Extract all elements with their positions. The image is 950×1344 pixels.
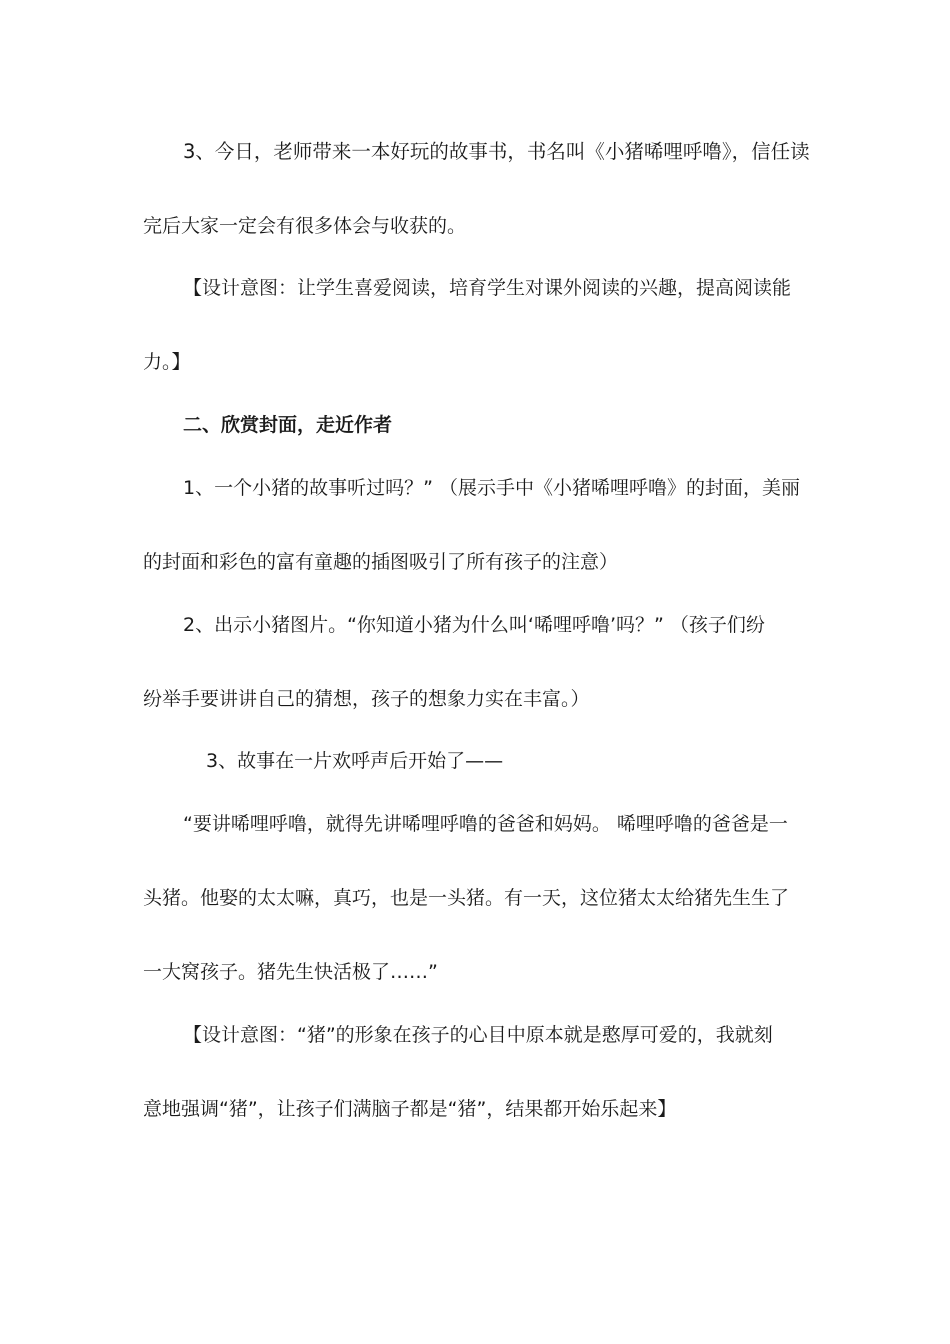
design-intent-line-2: 力。】 (143, 351, 191, 373)
paragraph-line-4: 的封面和彩色的富有童趣的插图吸引了所有孩子的注意） (143, 551, 619, 573)
story-quote-line-2: 头猪。他娶的太太嘛，真巧，也是一头猪。有一天，这位猪太太给猪先生生了 (143, 887, 790, 909)
design-intent-line-4: 意地强调“猪”，让孩子们满脑子都是“猪”，结果都开始乐起来】 (143, 1098, 677, 1120)
paragraph-line-7: 3、故事在一片欢呼声后开始了—— (206, 750, 504, 772)
paragraph-line-5: 2、出示小猪图片。“你知道小猪为什么叫‘唏哩呼噜’吗？” （孩子们纷 (183, 614, 765, 636)
section-heading: 二、欣赏封面，走近作者 (183, 414, 393, 436)
story-quote-line-1: “要讲唏哩呼噜，就得先讲唏哩呼噜的爸爸和妈妈。 唏哩呼噜的爸爸是一 (183, 813, 788, 835)
design-intent-line-3: 【设计意图：“猪”的形象在孩子的心目中原本就是憨厚可爱的，我就刻 (183, 1024, 773, 1046)
paragraph-line-6: 纷举手要讲讲自己的猜想，孩子的想象力实在丰富。） (143, 688, 590, 710)
paragraph-line-1: 3、今日，老师带来一本好玩的故事书，书名叫《小猪唏哩呼噜》，信任读 (183, 140, 810, 163)
story-quote-line-3: 一大窝孩子。猪先生快活极了……” (143, 961, 438, 983)
paragraph-line-2: 完后大家一定会有很多体会与收获的。 (143, 215, 467, 237)
design-intent-line-1: 【设计意图：让学生喜爱阅读，培育学生对课外阅读的兴趣，提高阅读能 (183, 277, 792, 299)
paragraph-line-3: 1、一个小猪的故事听过吗？” （展示手中《小猪唏哩呼噜》的封面，美丽 (183, 477, 800, 499)
